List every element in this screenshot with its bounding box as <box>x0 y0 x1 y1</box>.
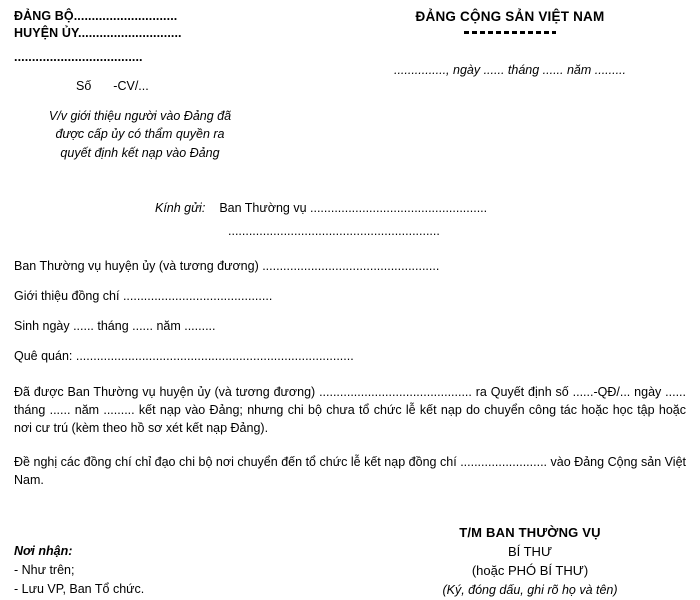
recipient-value: Ban Thường vụ ................................................... <box>219 201 488 215</box>
distribution-list-title: Nơi nhận: <box>14 544 73 558</box>
recipient-block <box>0 200 700 240</box>
national-heading-block <box>330 8 690 79</box>
paragraph-decision: Đã được Ban Thường vụ huyện ủy (và tương đương) ............................................ ra Quyết định số ......-QĐ/... ngày ...... tháng ...... năm ......... kết nạp vào Đảng; nhưng chi bộ chưa tổ chức lễ kết nạp do chuyển công tác hoặc học tập hoặc nơi cư trú (kèm theo hồ sơ xét kết nạp Đảng). <box>14 384 686 435</box>
document-footer <box>0 518 700 600</box>
distribution-list-item-1: - Như trên; <box>14 562 75 577</box>
field-que-quan: Quê quán: ................................................................................ <box>14 348 354 363</box>
paragraph-request: Đề nghị các đồng chí chỉ đạo chi bộ nơi chuyển đến tổ chức lễ kết nạp đồng chí ......................... vào Đảng Cộng sản Việt Nam. <box>14 454 686 487</box>
document-body <box>14 258 686 489</box>
field-gioi-thieu-dong-chi: Giới thiệu đồng chí ........................................... <box>14 288 273 303</box>
org-line-blank: .................................... <box>14 49 143 64</box>
org-line-dang-bo: ĐẢNG BỘ............................. <box>14 9 178 23</box>
issuing-authority-block <box>14 8 314 163</box>
subject-line-2: được cấp ủy có thẩm quyền ra <box>55 127 225 142</box>
signature-instruction-note: (Ký, đóng dấu, ghi rõ họ và tên) <box>442 582 618 597</box>
recipient-continuation-line: ............................................................. <box>228 223 440 238</box>
field-sinh-ngay: Sinh ngày ...... tháng ...... năm ......... <box>14 318 216 333</box>
place-date-line: ..............., ngày ...... tháng ...... năm ......... <box>393 63 627 78</box>
document-number-row <box>14 78 314 95</box>
org-line-huyen-uy: HUYỆN ỦY............................. <box>14 25 182 40</box>
recipient-row <box>0 200 700 217</box>
signature-title: BÍ THƯ <box>507 543 553 559</box>
signature-block <box>380 524 680 599</box>
signature-alternate-title: (hoặc PHÓ BÍ THƯ) <box>471 562 589 578</box>
signature-organization: T/M BAN THƯỜNG VỤ <box>459 525 601 540</box>
document-header <box>0 8 700 168</box>
distribution-list-item-2: - Lưu VP, Ban Tổ chức. <box>14 581 145 596</box>
field-ban-thuong-vu: Ban Thường vụ huyện ủy (và tương đương) ................................................... <box>14 259 440 273</box>
title-underline-rule <box>464 31 556 34</box>
recipient-label: Kính gửi: <box>155 201 206 215</box>
subject-block <box>14 107 266 163</box>
national-title: ĐẢNG CỘNG SẢN VIỆT NAM <box>415 9 605 24</box>
distribution-list-block <box>14 542 314 598</box>
subject-line-1: V/v giới thiệu người vào Đảng đã <box>48 108 232 123</box>
document-number-label: Số <box>76 78 92 93</box>
document-number-value: -CV/... <box>113 78 149 93</box>
subject-line-3: quyết định kết nạp vào Đảng <box>60 146 220 160</box>
